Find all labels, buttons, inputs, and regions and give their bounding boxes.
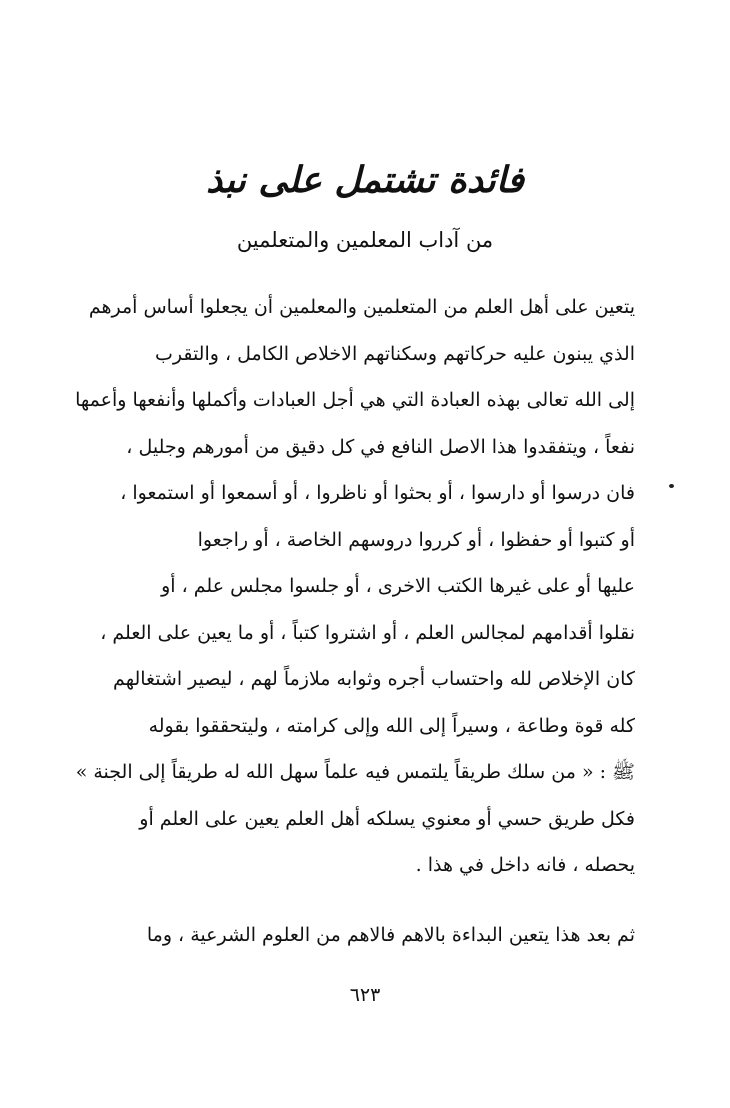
- page-title: فائدة تشتمل على نبذ: [206, 159, 524, 201]
- text-line: أو كتبوا أو حفظوا ، أو كرروا دروسهم الخاصة ، أو راجعوا: [197, 528, 635, 551]
- main-paragraph: [35, 284, 635, 889]
- next-paragraph-line: ثم بعد هذا يتعين البداءة بالاهم فالاهم من العلوم الشرعية ، وما: [146, 924, 635, 946]
- text-line: فكل طريق حسي أو معنوي يسلكه أهل العلم يعين على العلم أو: [139, 807, 635, 830]
- text-line: إلى الله تعالى بهذه العبادة التي هي أجل العبادات وأكملها وأنفعها وأعمها: [75, 389, 635, 411]
- text-line: نفعاً ، ويتفقدوا هذا الاصل النافع في كل دقيق من أمورهم وجليل ،: [126, 435, 635, 458]
- text-line: يحصله ، فانه داخل في هذا .: [415, 854, 635, 876]
- scan-speck: [669, 484, 674, 488]
- text-line: عليها أو على غيرها الكتب الاخرى ، أو جلسوا مجلس علم ، أو: [161, 575, 635, 597]
- text-line: كان الإخلاص لله واحتساب أجره وثوابه ملازماً لهم ، ليصير اشتغالهم: [113, 668, 635, 690]
- text-line: نقلوا أقدامهم لمجالس العلم ، أو اشتروا كتباً ، أو ما يعين على العلم ،: [100, 621, 635, 644]
- text-line: يتعين على أهل العلم من المتعلمين والمعلمين أن يجعلوا أساس أمرهم: [88, 296, 635, 318]
- page-subtitle: من آداب المعلمين والمتعلمين: [236, 228, 494, 252]
- text-line: كله قوة وطاعة ، وسيراً إلى الله وإلى كرامته ، وليتحققوا بقوله: [148, 714, 635, 737]
- hadith-quote-line: ﷺ : « من سلك طريقاً يلتمس فيه علماً سهل الله له طريقاً إلى الجنة »: [75, 761, 635, 783]
- text-line: الذي يبنون عليه حركاتهم وسكناتهم الاخلاص الكامل ، والتقرب: [154, 342, 635, 365]
- text-line: فان درسوا أو دارسوا ، أو بحثوا أو ناظروا ، أو أسمعوا أو استمعوا ،: [120, 482, 635, 504]
- page-number: ٦٢٣: [349, 984, 381, 1006]
